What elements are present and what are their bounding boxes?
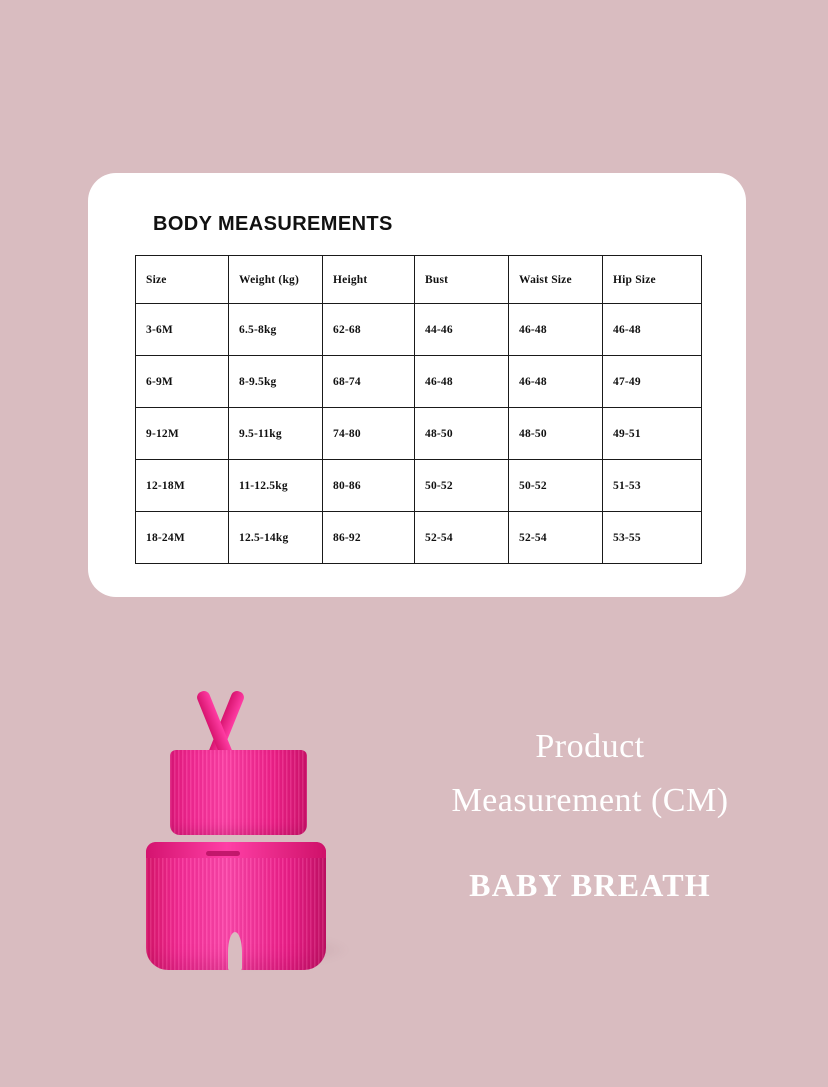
cell-bust: 48-50 xyxy=(415,408,509,460)
cell-waist: 46-48 xyxy=(509,356,603,408)
cell-bust: 44-46 xyxy=(415,304,509,356)
cell-height: 74-80 xyxy=(323,408,415,460)
product-measurement-line-1: Product xyxy=(535,728,645,765)
cell-hip: 47-49 xyxy=(603,356,702,408)
cell-bust: 52-54 xyxy=(415,512,509,564)
cell-bust: 46-48 xyxy=(415,356,509,408)
cell-size: 18-24M xyxy=(136,512,229,564)
body-measurements-card xyxy=(88,173,746,597)
table-row xyxy=(136,512,702,564)
table-header-row xyxy=(136,256,702,304)
size-chart-table xyxy=(135,255,702,564)
brand-title: BABY BREATH xyxy=(469,866,711,903)
cell-height: 80-86 xyxy=(323,460,415,512)
headings-block xyxy=(380,720,800,904)
column-header-weight: Weight (kg) xyxy=(229,256,323,304)
cell-weight: 8-9.5kg xyxy=(229,356,323,408)
cell-waist: 48-50 xyxy=(509,408,603,460)
cell-size: 3-6M xyxy=(136,304,229,356)
cell-weight: 6.5-8kg xyxy=(229,304,323,356)
cell-waist: 50-52 xyxy=(509,460,603,512)
cell-weight: 9.5-11kg xyxy=(229,408,323,460)
column-header-waist-size: Waist Size xyxy=(509,256,603,304)
table-row xyxy=(136,304,702,356)
halter-top xyxy=(170,750,307,835)
cell-waist: 52-54 xyxy=(509,512,603,564)
cell-hip: 53-55 xyxy=(603,512,702,564)
cell-hip: 51-53 xyxy=(603,460,702,512)
shorts-center-notch xyxy=(228,932,242,972)
table-row xyxy=(136,408,702,460)
table-row xyxy=(136,460,702,512)
cell-weight: 12.5-14kg xyxy=(229,512,323,564)
table-row xyxy=(136,356,702,408)
product-measurement-line-2: Measurement (CM) xyxy=(451,782,729,820)
cell-height: 68-74 xyxy=(323,356,415,408)
product-measurement-title xyxy=(380,720,800,829)
shorts-drawstring xyxy=(206,851,240,856)
column-header-height: Height xyxy=(323,256,415,304)
cell-size: 9-12M xyxy=(136,408,229,460)
product-photo xyxy=(120,680,380,1000)
cell-hip: 49-51 xyxy=(603,408,702,460)
cell-size: 12-18M xyxy=(136,460,229,512)
cell-height: 62-68 xyxy=(323,304,415,356)
cell-hip: 46-48 xyxy=(603,304,702,356)
cell-size: 6-9M xyxy=(136,356,229,408)
column-header-bust: Bust xyxy=(415,256,509,304)
card-title: BODY MEASUREMENTS xyxy=(153,213,393,235)
cell-waist: 46-48 xyxy=(509,304,603,356)
column-header-hip-size: Hip Size xyxy=(603,256,702,304)
cell-weight: 11-12.5kg xyxy=(229,460,323,512)
cell-height: 86-92 xyxy=(323,512,415,564)
column-header-size: Size xyxy=(136,256,229,304)
cell-bust: 50-52 xyxy=(415,460,509,512)
